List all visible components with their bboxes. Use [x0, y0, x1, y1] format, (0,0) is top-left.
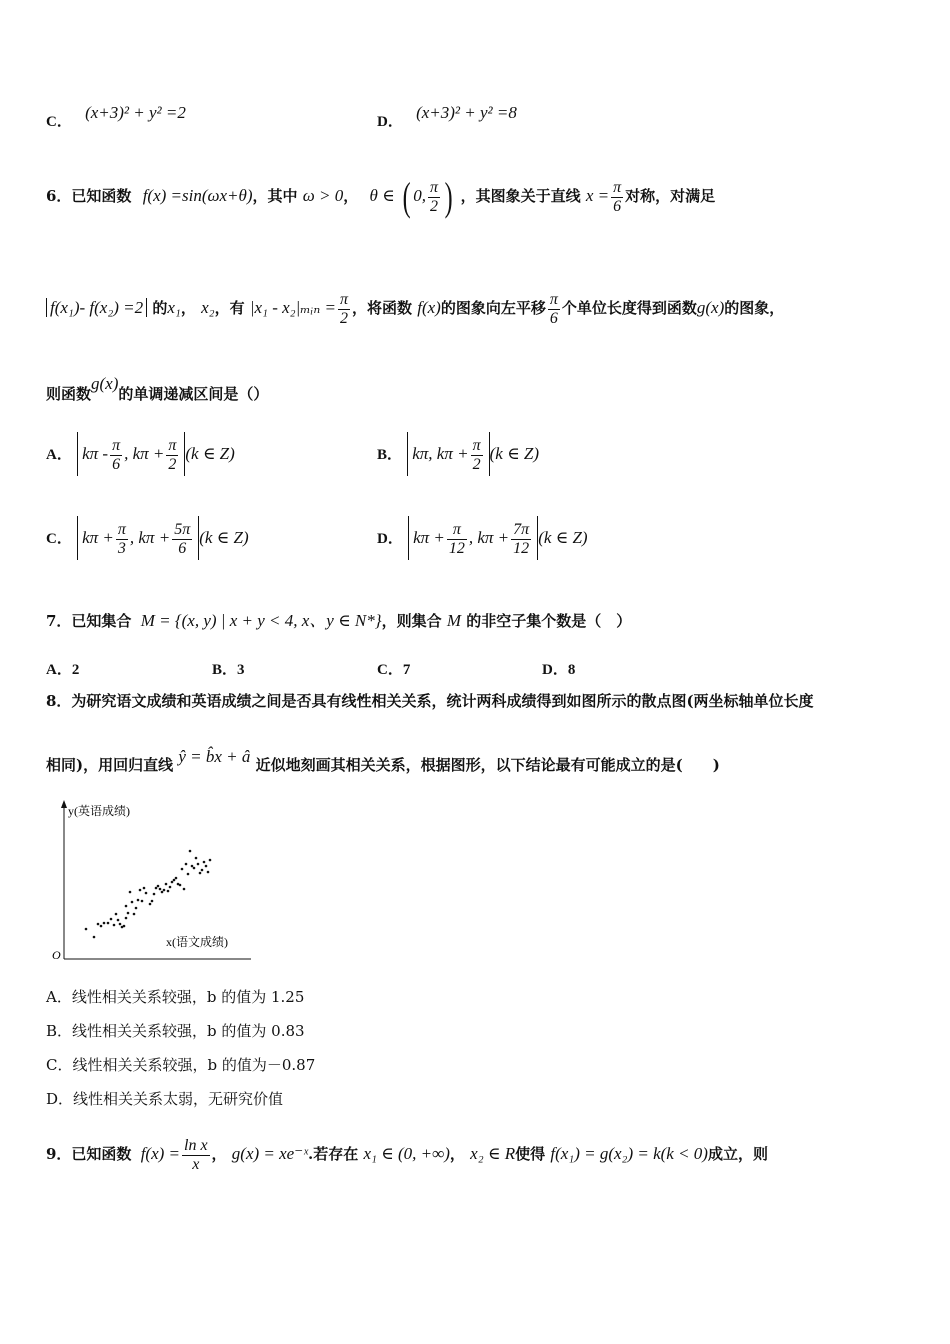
q7-number: 7．已知集合	[46, 612, 132, 630]
q7-stem	[46, 606, 631, 636]
scatter-point	[153, 893, 156, 896]
q9-number: 9．已知函数	[46, 1145, 132, 1163]
y-axis-arrow	[61, 800, 67, 808]
q9-stem	[46, 1128, 768, 1180]
scatter-point	[197, 863, 200, 866]
text: 12	[513, 539, 530, 557]
scatter-point	[125, 917, 128, 920]
q6-omega: ω > 0	[302, 186, 344, 205]
scatter-point	[85, 928, 88, 931]
text: g(x)	[696, 298, 725, 317]
option-label: C．	[46, 114, 72, 130]
text: 6	[178, 539, 187, 557]
text: ，将函数	[352, 299, 413, 317]
scatter-point	[195, 857, 198, 860]
text: kπ -	[82, 444, 109, 463]
scatter-point	[207, 871, 210, 874]
scatter-point	[181, 868, 184, 871]
text: ，	[211, 1145, 227, 1163]
scatter-point	[159, 888, 162, 891]
q6-option-d	[377, 512, 588, 565]
q6-line-1: 6．已知函数 f(x) =sin(ωx+θ)，其中 ω > 0， θ ∈ ( 0, $\frac{\pi}{2}$ ) ，其图象关于直线 x = $\frac{\pi}{6}$ 对称，对满足	[46, 174, 716, 219]
scatter-point	[119, 923, 122, 926]
scatter-plot	[46, 796, 256, 966]
text: g(x)	[91, 374, 119, 393]
text: 的图象向左平移	[440, 299, 546, 317]
text: π	[447, 521, 467, 540]
scatter-point	[143, 887, 146, 890]
text: , kπ +	[124, 444, 165, 463]
scatter-point	[129, 891, 132, 894]
scatter-point	[100, 925, 103, 928]
scatter-point	[145, 892, 148, 895]
scatter-point	[209, 859, 212, 862]
text: 近似地刻画其相关关系，根据图形，以下结论最有可能成立的是( )	[255, 756, 720, 774]
option-label: B．	[377, 447, 403, 463]
text: π	[117, 520, 126, 538]
q6-option-c	[46, 512, 249, 565]
scatter-point	[161, 891, 164, 894]
q6-min-distance: |x₁ - x₂|ₘᵢₙ =	[249, 298, 336, 317]
text: ，	[343, 187, 359, 205]
text: kπ +	[413, 528, 445, 547]
q5-option-c	[46, 103, 186, 133]
scatter-point	[125, 905, 128, 908]
q7-option-b: B．3	[212, 662, 245, 678]
text: 12	[448, 539, 465, 557]
text: ，	[449, 1145, 465, 1163]
text: f(x₁) = g(x₂) = k(k < 0)	[550, 1144, 708, 1163]
text: π	[168, 436, 177, 454]
scatter-point	[115, 913, 118, 916]
text: π	[112, 436, 121, 454]
text: 的非空子集个数是（ ）	[466, 612, 632, 630]
text: π	[339, 290, 348, 308]
text: 2	[430, 197, 439, 215]
scatter-point	[103, 922, 106, 925]
text: .若存在	[308, 1145, 359, 1163]
q6-option-a	[46, 428, 235, 481]
scatter-point	[155, 887, 158, 890]
text: 的单调递减区间是（）	[118, 385, 269, 403]
q8-option-d: D．线性相关关系太弱，无研究价值	[46, 1090, 284, 1108]
option-label: A．	[46, 447, 72, 463]
scatter-point	[187, 873, 190, 876]
scatter-point	[199, 872, 202, 875]
regression-line: ŷ = b̂x + â	[178, 747, 251, 766]
q6-line-2	[46, 282, 784, 334]
scatter-point	[93, 936, 96, 939]
text: 对称，对满足	[625, 187, 716, 205]
text: (k ∈ Z)	[185, 444, 235, 463]
scatter-points	[85, 850, 212, 939]
scatter-point	[117, 919, 120, 922]
text: (k ∈ Z)	[199, 528, 249, 547]
text: ln x	[184, 1136, 208, 1154]
q6-number: 6．已知函数	[46, 187, 132, 205]
text: ，有	[214, 299, 245, 317]
scatter-point	[163, 889, 166, 892]
text: 3	[117, 539, 126, 557]
scatter-point	[127, 912, 130, 915]
option-label: C．	[46, 531, 72, 547]
text: ，其中	[252, 187, 298, 205]
scatter-point	[167, 890, 170, 893]
text: 使得	[515, 1145, 546, 1163]
text: ，	[180, 299, 196, 317]
text: 则函数	[46, 385, 92, 403]
scatter-point	[189, 850, 192, 853]
x-axis-label: x(语文成绩)	[166, 935, 228, 949]
scatter-point	[149, 903, 152, 906]
q8-stem-line-2	[46, 747, 720, 778]
text: π	[472, 436, 481, 454]
q5-option-c-formula: (x+3)² + y² =2	[85, 103, 186, 122]
option-label: D．	[377, 531, 403, 547]
scatter-point	[175, 877, 178, 880]
scatter-point	[133, 913, 136, 916]
q6-theta: θ ∈	[369, 186, 395, 205]
scatter-point	[135, 907, 138, 910]
text: 2	[472, 455, 481, 473]
text: π	[549, 290, 558, 308]
text: f(x)	[417, 298, 441, 317]
text: 的	[152, 299, 168, 317]
text: 成立，则	[707, 1145, 768, 1163]
q8-stem-line-1: 8．为研究语文成绩和英语成绩之间是否具有线性相关关系，统计两科成绩得到如图所示的散点图(两坐标轴单位长度	[46, 692, 814, 710]
scatter-point	[141, 900, 144, 903]
text: x₂ ∈ R	[470, 1144, 516, 1163]
scatter-point	[203, 861, 206, 864]
scatter-point	[171, 881, 174, 884]
scatter-point	[107, 922, 110, 925]
q9-f: f(x) =	[140, 1144, 180, 1163]
scatter-point	[169, 886, 172, 889]
scatter-point	[183, 888, 186, 891]
text: M	[446, 611, 461, 630]
q6-abs-condition: f(x₁)- f(x₂) =2	[46, 298, 147, 317]
q8-option-b: B．线性相关关系较强，b 的值为 0.83	[46, 1022, 305, 1040]
scatter-point	[193, 867, 196, 870]
text: 2	[339, 309, 348, 327]
scatter-point	[165, 883, 168, 886]
scatter-point	[205, 865, 208, 868]
text: , kπ +	[468, 528, 510, 547]
text: x₂	[201, 298, 215, 317]
text: kπ, kπ +	[412, 444, 469, 463]
text: x =	[585, 186, 610, 205]
scatter-point	[139, 889, 142, 892]
scatter-point	[110, 918, 113, 921]
scatter-point	[151, 900, 154, 903]
text: (k ∈ Z)	[489, 444, 540, 463]
scatter-point	[179, 884, 182, 887]
text: 6	[112, 455, 121, 473]
q8-option-a: A．线性相关关系较强，b 的值为 1.25	[46, 988, 305, 1006]
text: π	[430, 178, 439, 196]
text: 5π	[174, 520, 191, 538]
scatter-point	[191, 865, 194, 868]
text: 个单位长度得到函数	[561, 299, 697, 317]
text: 7π	[513, 520, 530, 538]
text: 0,	[413, 186, 427, 205]
y-axis-label: y(英语成绩)	[68, 804, 130, 818]
text: 的图象，	[724, 299, 785, 317]
text: 6	[549, 309, 558, 327]
scatter-point	[123, 925, 126, 928]
text: , kπ +	[129, 528, 171, 547]
q5-option-d	[377, 103, 517, 133]
q7-option-a: A．2	[46, 662, 80, 678]
q6-function: f(x) =sin(ωx+θ)	[142, 186, 253, 205]
text: 相同)，用回归直线	[46, 756, 174, 774]
scatter-point	[201, 869, 204, 872]
text: 2	[168, 455, 177, 473]
text: x₁	[167, 298, 181, 317]
q7-option-d: D．8	[542, 662, 576, 678]
scatter-point	[173, 879, 176, 882]
scatter-point	[97, 923, 100, 926]
origin-label: O	[52, 948, 61, 962]
text: kπ +	[82, 528, 114, 547]
text: ，则集合	[381, 612, 442, 630]
scatter-point	[185, 863, 188, 866]
q7-option-c: C．7	[377, 662, 411, 678]
q6-line-3	[46, 374, 269, 410]
text: x₁ ∈ (0, +∞)	[363, 1144, 450, 1163]
text: 6	[613, 197, 622, 215]
text: π	[613, 178, 622, 196]
q8-option-c: C．线性相关关系较强，b 的值为－0.87	[46, 1056, 316, 1074]
text: ，其图象关于直线	[460, 187, 581, 205]
scatter-point	[157, 885, 160, 888]
text: (k ∈ Z)	[538, 528, 588, 547]
q5-option-d-formula: (x+3)² + y² =8	[416, 103, 517, 122]
text: x	[192, 1155, 200, 1173]
q6-option-b	[377, 428, 539, 481]
q9-g: g(x) = xe⁻ˣ	[231, 1144, 308, 1163]
scatter-point	[137, 899, 140, 902]
q7-set: M = {(x, y) | x + y < 4, x、y ∈ N*}	[140, 611, 382, 630]
scatter-point	[131, 901, 134, 904]
option-label: D．	[377, 114, 403, 130]
scatter-point	[113, 924, 116, 927]
